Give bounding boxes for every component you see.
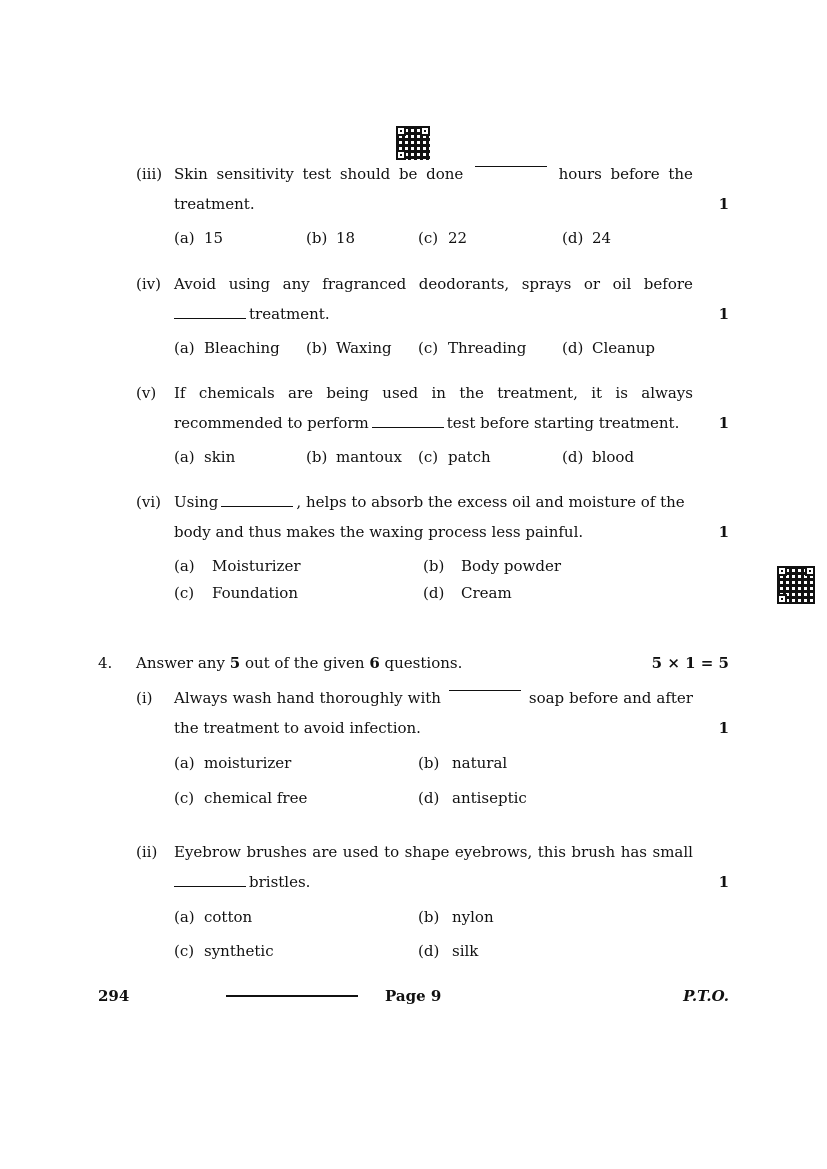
pto-note: P.T.O.: [683, 987, 729, 1005]
question-text-line-1: Avoid using any fragranced deodorants, sprays or oil before: [174, 275, 693, 293]
question-text-line-2: treatment.: [174, 305, 330, 323]
option-c: (c) patch: [418, 448, 491, 466]
question-number: (iii): [136, 165, 163, 183]
option-a: (a) 15: [174, 229, 224, 247]
option-c: (c) chemical free: [174, 789, 308, 807]
question-number: (vi): [136, 493, 161, 511]
option-b: (b) mantoux: [306, 448, 403, 466]
marks: 1: [718, 523, 729, 541]
option-b: (b) Body powder: [423, 557, 562, 575]
question-text-line-2: the treatment to avoid infection.: [174, 719, 421, 737]
question-text-line-2: treatment.: [174, 195, 255, 213]
option-b: (b) natural: [418, 754, 508, 772]
marks: 1: [718, 305, 729, 323]
question-number: (ii): [136, 843, 158, 861]
option-c: (c) 22: [418, 229, 468, 247]
option-c: (c) synthetic: [174, 942, 274, 960]
footer-divider: [226, 995, 358, 997]
marks: 1: [718, 414, 729, 432]
question-instruction: Answer any 5 out of the given 6 questions.: [136, 654, 463, 672]
option-a: (a) moisturizer: [174, 754, 292, 772]
option-c: (c) Foundation: [174, 584, 299, 602]
answer-blank: [221, 505, 293, 507]
question-number: 4.: [98, 654, 113, 672]
option-a: (a) Moisturizer: [174, 557, 301, 575]
option-d: (d) antiseptic: [418, 789, 527, 807]
qr-code-side: [777, 566, 815, 604]
answer-blank: [449, 689, 521, 691]
option-d: (d) silk: [418, 942, 479, 960]
option-c: (c) Threading: [418, 339, 527, 357]
option-b: (b) nylon: [418, 908, 494, 926]
answer-blank: [174, 885, 246, 887]
page-number: Page 9: [385, 987, 442, 1005]
marks: 1: [718, 719, 729, 737]
question-number: (i): [136, 689, 153, 707]
paper-code: 294: [98, 987, 130, 1005]
option-a: (a) cotton: [174, 908, 253, 926]
option-d: (d) blood: [562, 448, 635, 466]
marks: 1: [718, 873, 729, 891]
option-a: (a) skin: [174, 448, 236, 466]
question-text-line-2: recommended to perform test before starting treatment.: [174, 414, 680, 432]
option-b: (b) 18: [306, 229, 356, 247]
question-number: (iv): [136, 275, 161, 293]
option-d: (d) Cream: [423, 584, 512, 602]
question-text-line-1: If chemicals are being used in the treatment, it is always: [174, 384, 693, 402]
answer-blank: [174, 317, 246, 319]
question-text-line-2: bristles.: [174, 873, 310, 891]
question-text-line-1: Skin sensitivity test should be done hours before the: [174, 165, 693, 183]
option-d: (d) Cleanup: [562, 339, 656, 357]
answer-blank: [372, 426, 444, 428]
option-a: (a) Bleaching: [174, 339, 280, 357]
section-marks: 5 × 1 = 5: [651, 654, 729, 672]
question-text-line-2: body and thus makes the waxing process less painful.: [174, 523, 584, 541]
answer-blank: [475, 165, 547, 167]
question-text-line-1: Always wash hand thoroughly with soap before and after: [174, 689, 693, 707]
option-b: (b) Waxing: [306, 339, 392, 357]
marks: 1: [718, 195, 729, 213]
question-text-line-1: Using , helps to absorb the excess oil and moisture of the: [174, 493, 685, 511]
question-text-line-1: Eyebrow brushes are used to shape eyebrows, this brush has small: [174, 843, 693, 861]
option-d: (d) 24: [562, 229, 612, 247]
qr-code-top: [396, 126, 430, 160]
question-number: (v): [136, 384, 157, 402]
